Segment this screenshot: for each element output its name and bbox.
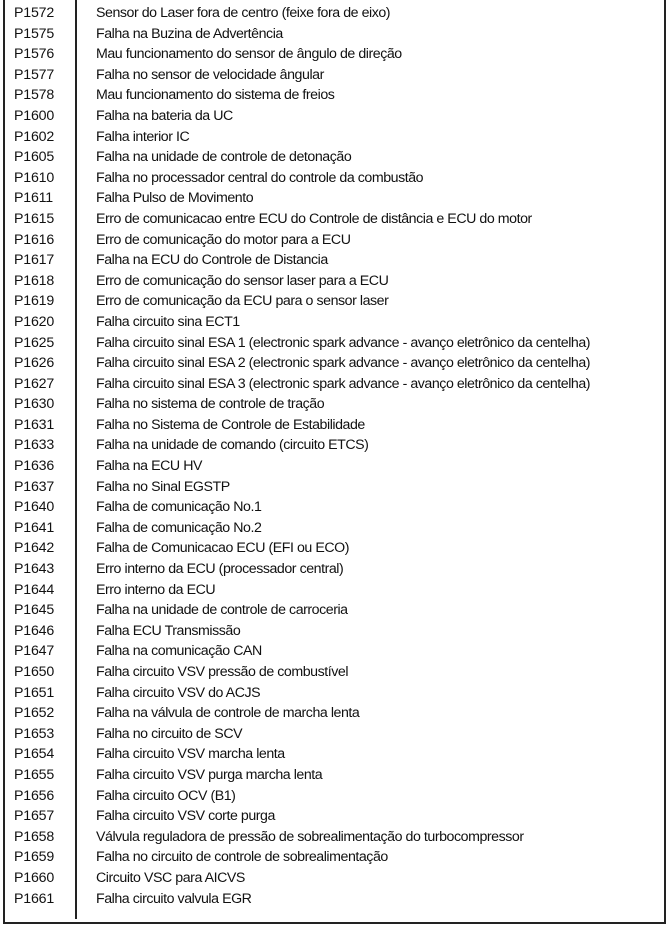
fault-code: P1657 xyxy=(14,808,55,825)
fault-code: P1651 xyxy=(14,684,55,701)
fault-description: Erro interno da ECU xyxy=(96,581,216,598)
fault-description: Falha circuito VSV purga marcha lenta xyxy=(96,766,323,783)
fault-description: Falha na bateria da UC xyxy=(96,107,233,124)
fault-description: Falha circuito sinal ESA 3 (electronic spark advance - avanço eletrônico da centelha) xyxy=(96,375,591,392)
table-row xyxy=(5,147,664,168)
fault-code: P1646 xyxy=(14,622,55,639)
fault-code: P1626 xyxy=(14,355,55,372)
fault-description: Falha circuito sinal ESA 1 (electronic spark advance - avanço eletrônico da centelha) xyxy=(96,334,591,351)
table-row xyxy=(5,271,664,292)
table-row xyxy=(5,477,664,498)
fault-description: Falha no Sistema de Controle de Estabilidade xyxy=(96,416,365,433)
fault-description: Falha Pulso de Movimento xyxy=(96,190,254,207)
fault-description: Falha circuito VSV pressão de combustível xyxy=(96,664,349,680)
table-row xyxy=(5,415,664,436)
table-row xyxy=(5,333,664,354)
fault-code: P1636 xyxy=(14,458,55,475)
table-row xyxy=(5,538,664,559)
fault-code: P1605 xyxy=(14,149,55,166)
table-row xyxy=(5,806,664,827)
fault-description: Falha circuito sinal ESA 2 (electronic spark advance - avanço eletrônico da centelha) xyxy=(96,355,591,372)
fault-code: P1600 xyxy=(14,107,55,124)
fault-description: Mau funcionamento do sensor de ângulo de direção xyxy=(96,46,402,63)
table-row xyxy=(5,353,664,374)
fault-code: P1660 xyxy=(14,869,55,886)
table-row xyxy=(5,24,664,45)
table-row xyxy=(5,889,664,910)
fault-description: Erro interno da ECU (processador central) xyxy=(96,561,344,578)
table-row xyxy=(5,621,664,642)
fault-description: Falha circuito VSV corte purga xyxy=(96,808,275,825)
fault-description: Falha no sensor de velocidade ângular xyxy=(96,66,324,83)
table-row xyxy=(5,868,664,889)
fault-code: P1642 xyxy=(14,540,55,557)
table-row xyxy=(5,641,664,662)
table-row xyxy=(5,827,664,848)
fault-description: Falha no processador central do controle da combustão xyxy=(96,169,424,186)
fault-code: P1575 xyxy=(14,25,55,42)
fault-code: P1617 xyxy=(14,252,55,269)
fault-code: P1653 xyxy=(14,725,55,742)
fault-description: Falha ECU Transmissão xyxy=(96,622,241,639)
fault-code: P1627 xyxy=(14,375,55,392)
fault-code: P1610 xyxy=(14,169,55,186)
fault-code: P1640 xyxy=(14,499,55,516)
table-row xyxy=(5,209,664,230)
fault-description: Falha na comunicação CAN xyxy=(96,643,262,660)
table-row xyxy=(5,580,664,601)
fault-code: P1577 xyxy=(14,66,55,83)
fault-code: P1656 xyxy=(14,787,55,804)
fault-description: Erro de comunicação do sensor laser para a ECU xyxy=(96,272,389,289)
fault-code: P1578 xyxy=(14,87,55,104)
table-row xyxy=(5,662,664,683)
dtc-table xyxy=(3,0,666,924)
table-body xyxy=(5,3,664,909)
fault-code: P1658 xyxy=(14,828,55,845)
table-row xyxy=(5,456,664,477)
fault-code: P1661 xyxy=(14,890,55,907)
fault-description: Falha interior IC xyxy=(96,128,190,145)
table-row xyxy=(5,703,664,724)
fault-description: Válvula reguladora de pressão de sobrealimentação do turbocompressor xyxy=(96,828,524,845)
fault-description: Falha de Comunicacao ECU (EFI ou ECO) xyxy=(96,540,350,557)
table-row xyxy=(5,847,664,868)
table-row xyxy=(5,600,664,621)
fault-code: P1630 xyxy=(14,396,55,413)
fault-description: Erro de comunicacao entre ECU do Controle de distância e ECU do motor xyxy=(96,210,532,227)
fault-description: Falha na unidade de controle de carroceria xyxy=(96,602,348,619)
fault-code: P1602 xyxy=(14,128,55,145)
table-row xyxy=(5,168,664,189)
fault-code: P1655 xyxy=(14,766,55,783)
table-row xyxy=(5,250,664,271)
fault-description: Falha circuito VSV marcha lenta xyxy=(96,746,285,763)
table-row xyxy=(5,744,664,765)
table-row xyxy=(5,435,664,456)
fault-description: Falha de comunicação No.2 xyxy=(96,519,262,536)
table-row xyxy=(5,65,664,86)
fault-description: Falha na Buzina de Advertência xyxy=(96,25,283,42)
fault-description: Erro de comunicação da ECU para o sensor laser xyxy=(96,293,389,310)
fault-code: P1637 xyxy=(14,478,55,495)
fault-code: P1615 xyxy=(14,210,55,227)
fault-description: Falha na válvula de controle de marcha lenta xyxy=(96,705,360,722)
fault-code: P1647 xyxy=(14,643,55,660)
table-row xyxy=(5,127,664,148)
fault-code: P1576 xyxy=(14,46,55,63)
fault-description: Sensor do Laser fora de centro (feixe fora de eixo) xyxy=(96,5,391,21)
fault-code: P1650 xyxy=(14,664,55,680)
fault-code: P1652 xyxy=(14,705,55,722)
fault-code: P1643 xyxy=(14,561,55,578)
table-row xyxy=(5,497,664,518)
fault-code: P1659 xyxy=(14,849,55,866)
fault-code: P1654 xyxy=(14,746,55,763)
table-row xyxy=(5,683,664,704)
fault-description: Mau funcionamento do sistema de freios xyxy=(96,87,335,104)
fault-code: P1633 xyxy=(14,437,55,454)
fault-description: Falha circuito OCV (B1) xyxy=(96,787,236,804)
table-row xyxy=(5,394,664,415)
fault-code: P1645 xyxy=(14,602,55,619)
fault-description: Falha no circuito de SCV xyxy=(96,725,243,742)
fault-description: Falha na unidade de controle de detonação xyxy=(96,149,352,166)
fault-description: Falha circuito sina ECT1 xyxy=(96,313,240,330)
table-row xyxy=(5,724,664,745)
fault-code: P1618 xyxy=(14,272,55,289)
fault-description: Falha no sistema de controle de tração xyxy=(96,396,325,413)
table-row xyxy=(5,3,664,24)
table-row xyxy=(5,765,664,786)
fault-description: Falha na ECU do Controle de Distancia xyxy=(96,252,328,269)
fault-description: Falha circuito VSV do ACJS xyxy=(96,684,261,701)
fault-description: Falha na unidade de comando (circuito ETCS) xyxy=(96,437,369,454)
table-row xyxy=(5,188,664,209)
table-row xyxy=(5,559,664,580)
fault-code: P1616 xyxy=(14,231,55,248)
table-row xyxy=(5,230,664,251)
table-row xyxy=(5,44,664,65)
fault-code: P1619 xyxy=(14,293,55,310)
table-row xyxy=(5,518,664,539)
table-row xyxy=(5,374,664,395)
table-row xyxy=(5,312,664,333)
fault-code: P1572 xyxy=(14,5,55,21)
fault-code: P1611 xyxy=(14,190,53,207)
table-row xyxy=(5,291,664,312)
fault-code: P1625 xyxy=(14,334,55,351)
fault-description: Circuito VSC para AICVS xyxy=(96,869,245,886)
fault-description: Falha de comunicação No.1 xyxy=(96,499,262,516)
fault-description: Erro de comunicação do motor para a ECU xyxy=(96,231,351,248)
fault-code: P1620 xyxy=(14,313,55,330)
table-row xyxy=(5,106,664,127)
fault-code: P1631 xyxy=(14,416,55,433)
table-row xyxy=(5,786,664,807)
fault-code: P1644 xyxy=(14,581,55,598)
fault-code: P1641 xyxy=(14,519,55,536)
fault-description: Falha na ECU HV xyxy=(96,458,203,475)
fault-description: Falha no Sinal EGSTP xyxy=(96,478,230,495)
fault-description: Falha circuito valvula EGR xyxy=(96,890,252,907)
fault-description: Falha no circuito de controle de sobrealimentação xyxy=(96,849,388,866)
table-row xyxy=(5,85,664,106)
